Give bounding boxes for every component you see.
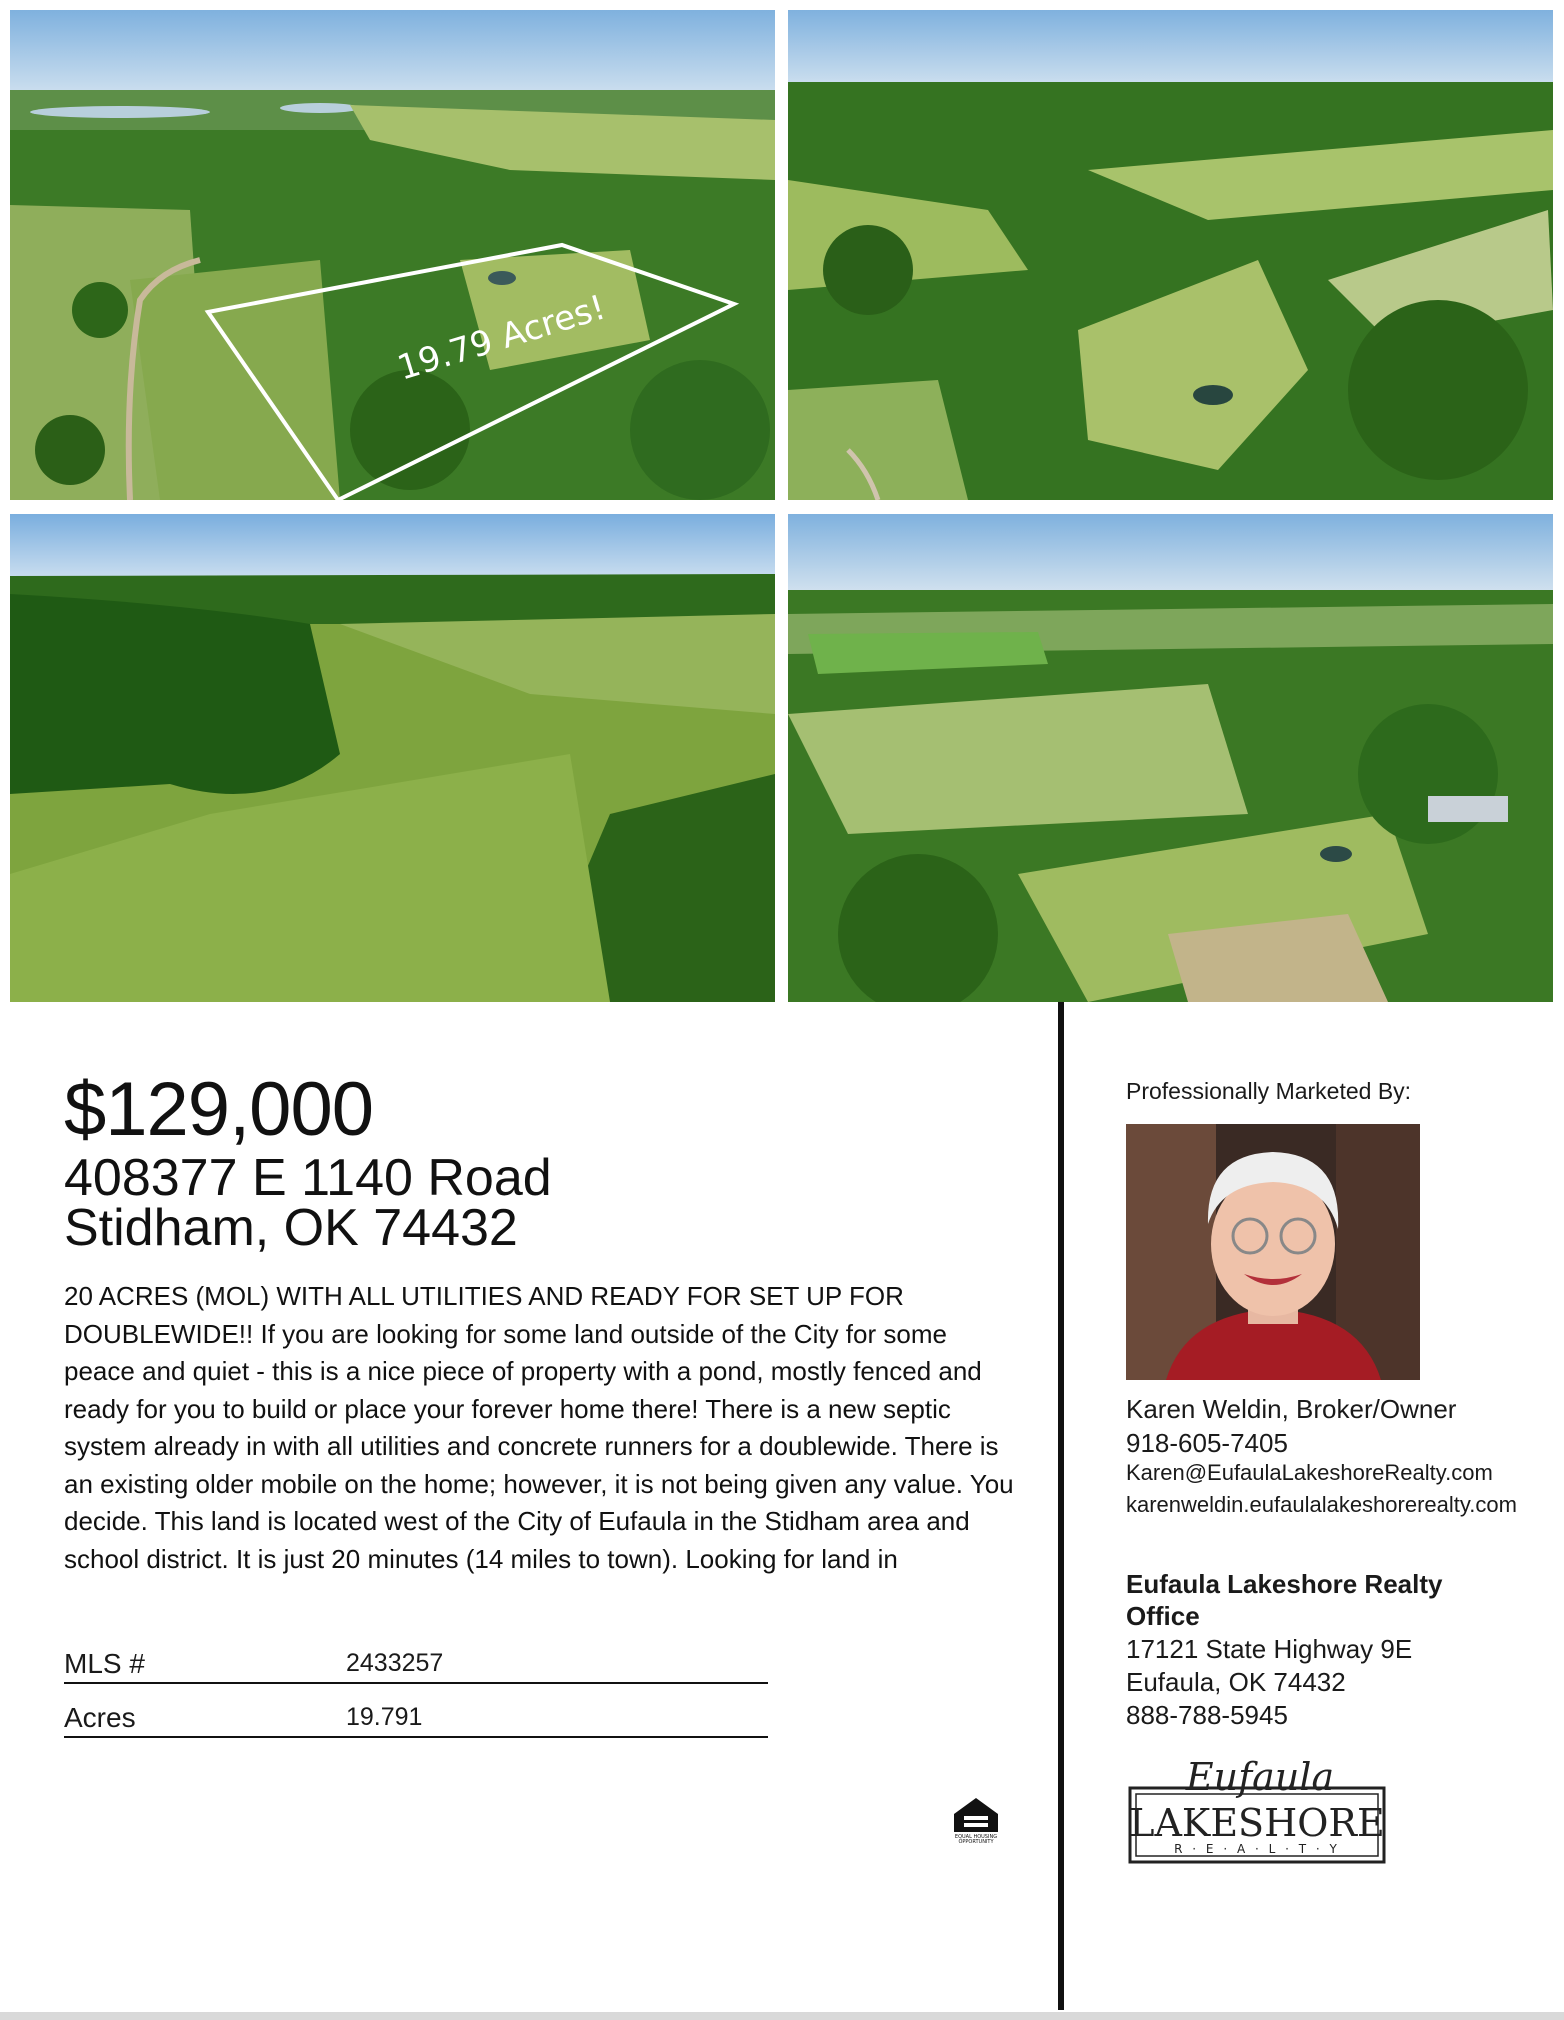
office-phone[interactable]: 888-788-5945: [1126, 1700, 1288, 1730]
svg-text:OPPORTUNITY: OPPORTUNITY: [958, 1839, 994, 1844]
aerial-photo-pasture: [10, 514, 775, 1002]
acreage-overlay-label: 19.79 Acres!: [392, 287, 611, 389]
fact-row-acres: [64, 1698, 768, 1738]
equal-housing-icon: [950, 1792, 1002, 1849]
svg-text:Eufaula: Eufaula: [1185, 1755, 1335, 1799]
svg-text:R · E · A · L · T · Y: R · E · A · L · T · Y: [1174, 1842, 1340, 1856]
office-street: 17121 State Highway 9E: [1126, 1634, 1413, 1664]
fact-value: 19.791: [346, 1703, 423, 1731]
listing-facts-table: [64, 1644, 768, 1752]
aerial-photo-fields: [788, 10, 1553, 500]
aerial-photo-parcel: [10, 10, 775, 500]
fact-label: Acres: [64, 1702, 136, 1733]
listing-description: 20 ACRES (MOL) WITH ALL UTILITIES AND READY FOR SET UP FOR DOUBLEWIDE!! If you are looking for some land outside of the City for some peace and quiet - this is a nice piece of property with a pond, mostly fenced and ready for you to build or place your forever home there! There is a new septic system already in with all utilities and concrete runners for a doublewide. There is an existing older mobile on the home; however, it is not being given any value. You decide. This land is located west of the City of Eufaula in the Stidham area and school district. It is just 20 minutes (14 miles to town). Looking for land in: [64, 1281, 1014, 1574]
company-logo: [1128, 1754, 1386, 1866]
aerial-photo-valley: [788, 514, 1553, 1002]
address-line-2: Stidham, OK 74432: [64, 1199, 518, 1257]
svg-text:EQUAL HOUSING: EQUAL HOUSING: [954, 1834, 998, 1840]
office-name: Eufaula Lakeshore Realty Office: [1126, 1569, 1443, 1631]
agent-phone[interactable]: 918-605-7405: [1126, 1428, 1288, 1458]
agent-name: Karen Weldin, Broker/Owner: [1126, 1394, 1457, 1424]
fact-label: MLS #: [64, 1648, 145, 1679]
page-bottom-strip: [0, 2012, 1564, 2020]
agent-website-link[interactable]: karenweldin.eufaulalakeshorerealty.com: [1126, 1492, 1517, 1517]
marketed-by-label: Professionally Marketed By:: [1126, 1078, 1412, 1104]
listing-price: $129,000: [64, 1067, 373, 1152]
agent-email-link[interactable]: Karen@EufaulaLakeshoreRealty.com: [1126, 1460, 1493, 1485]
address-line-1: 408377 E 1140 Road: [64, 1149, 552, 1207]
agent-headshot: [1126, 1124, 1420, 1380]
fact-value: 2433257: [346, 1649, 444, 1677]
svg-text:LAKESHORE: LAKESHORE: [1129, 1801, 1385, 1845]
fact-row-mls: [64, 1644, 768, 1684]
column-divider: [1058, 1002, 1064, 2010]
office-city: Eufaula, OK 74432: [1126, 1667, 1346, 1697]
